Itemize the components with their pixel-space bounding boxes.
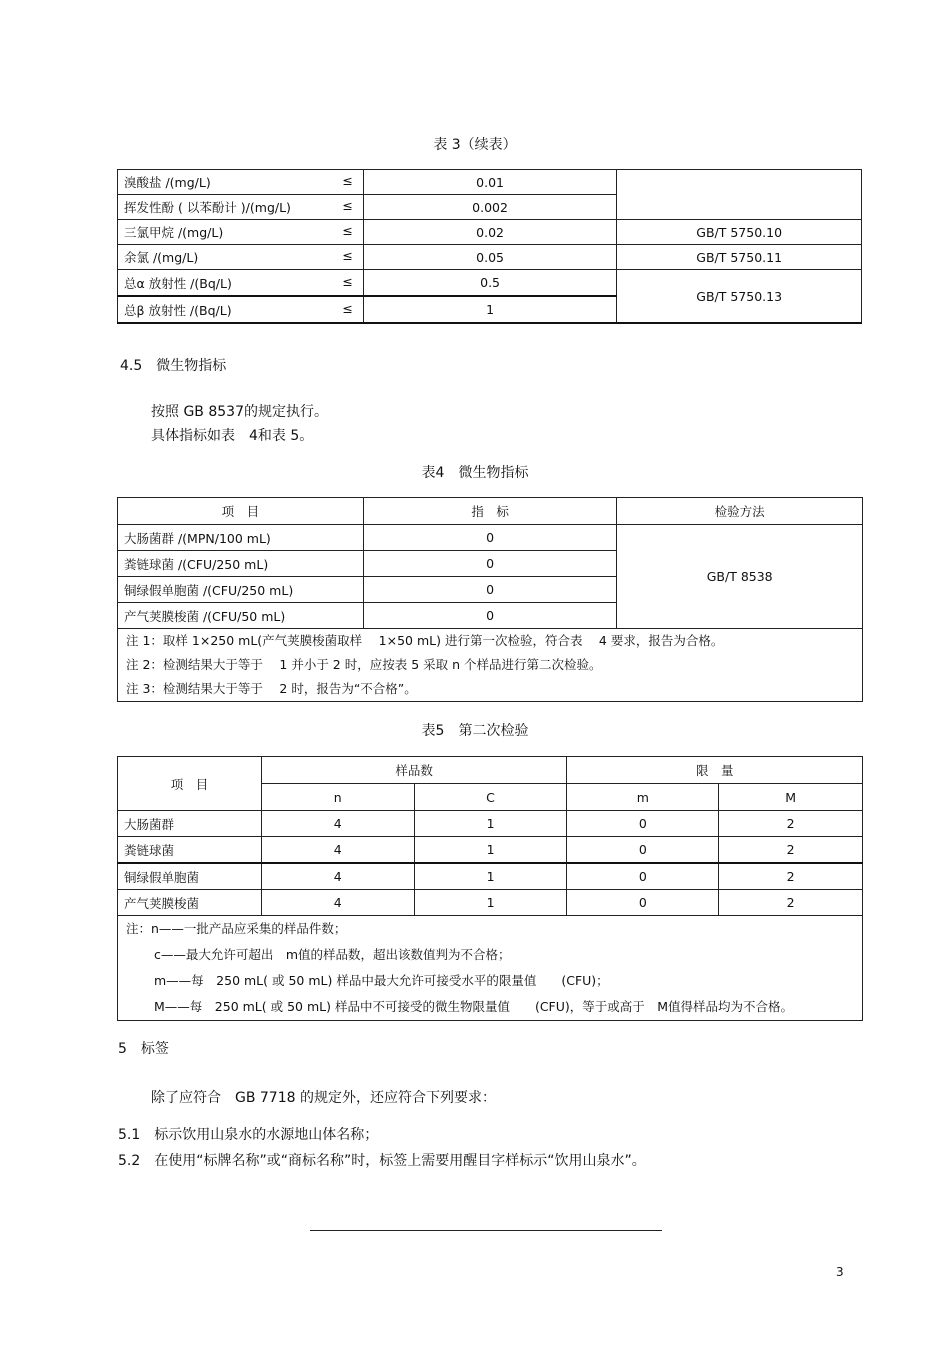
cell-item: 产气荚膜梭菌 /(CFU/50 mL): [118, 603, 364, 629]
cell-item: 挥发性酚 ( 以苯酚计 )/(mg/L): [124, 200, 291, 215]
header-value: 指 标: [363, 498, 617, 525]
table-note: M——每 250 mL( 或 50 mL) 样品中不可接受的微生物限量值 (CFU)，等于或高于 M值得样品均为不合格。: [154, 999, 794, 1014]
subheader-n: n: [261, 784, 414, 811]
cell-item: 铜绿假单胞菌 /(CFU/250 mL): [118, 577, 364, 603]
paragraph: 按照 GB 8537的规定执行。: [151, 404, 328, 420]
cell-M: 2: [719, 890, 863, 916]
header-item: 项 目: [118, 757, 262, 811]
cell-m: 0: [567, 811, 719, 837]
table-row: [118, 525, 863, 551]
cell-item: 粪链球菌: [118, 837, 262, 864]
table-note: c——最大允许可超出 m值的样品数，超出该数值判为不合格；: [154, 947, 511, 962]
header-item: 项 目: [118, 498, 364, 525]
cell-method: [617, 170, 862, 220]
table-row: 溴酸盐 /(mg/L) ≤ 0.01: [118, 170, 862, 195]
table5-caption: 表5 第二次检验: [421, 723, 529, 739]
cell-m: 0: [567, 890, 719, 916]
cell-value: 0.02: [363, 220, 617, 245]
table-note: 注 3：检测结果大于等于 2 时，报告为“不合格”。: [126, 681, 417, 696]
paragraph: 除了应符合 GB 7718 的规定外，还应符合下列要求：: [151, 1090, 496, 1106]
table5: [117, 756, 863, 1021]
table3: [117, 169, 862, 324]
table-row: [118, 811, 863, 837]
table-row: [118, 890, 863, 916]
table-note: 注 2：检测结果大于等于 1 并小于 2 时，应按表 5 采取 n 个样品进行第二次检验。: [126, 657, 602, 672]
cell-m: 0: [567, 863, 719, 890]
table-row: 余氯 /(mg/L) ≤ 0.05 GB/T 5750.11: [118, 245, 862, 270]
cell-method: GB/T 5750.11: [617, 245, 862, 270]
cell-M: 2: [719, 811, 863, 837]
table-header-row: [118, 757, 863, 784]
cell-method: GB/T 5750.13: [617, 270, 862, 324]
cell-item: 余氯 /(mg/L): [124, 250, 199, 265]
cell-c: 1: [414, 863, 567, 890]
cell-item: 产气荚膜梭菌: [118, 890, 262, 916]
cell-item: 总β 放射性 /(Bq/L): [124, 302, 232, 318]
cell-value: 0.01: [363, 170, 617, 195]
cell-item: 溴酸盐 /(mg/L): [124, 175, 211, 190]
cell-method: GB/T 5750.10: [617, 220, 862, 245]
table-row: 三氯甲烷 /(mg/L) ≤ 0.02 GB/T 5750.10: [118, 220, 862, 245]
table-row: [118, 863, 863, 890]
cell-n: 4: [261, 811, 414, 837]
cell-M: 2: [719, 863, 863, 890]
cell-value: 0.002: [363, 195, 617, 220]
cell-value: 0: [363, 577, 617, 603]
table4: [117, 497, 863, 702]
table-note: 注 1：取样 1×250 mL(产气荚膜梭菌取样 1×50 mL) 进行第一次检验，符合表 4 要求，报告为合格。: [126, 633, 724, 648]
subheader-M: M: [719, 784, 863, 811]
subheader-m: m: [567, 784, 719, 811]
table-notes-row: [118, 629, 863, 702]
table4-caption: 表4 微生物指标: [421, 465, 529, 481]
cell-c: 1: [414, 811, 567, 837]
section-heading-4-5: 4.5 微生物指标: [120, 358, 227, 374]
header-samples: 样品数: [261, 757, 567, 784]
table-notes-row: [118, 916, 863, 1021]
cell-M: 2: [719, 837, 863, 864]
paragraph: 具体指标如表 4和表 5。: [151, 428, 314, 444]
table-row: 挥发性酚 ( 以苯酚计 )/(mg/L) ≤ 0.002: [118, 195, 862, 220]
subheader-c: C: [414, 784, 567, 811]
cell-item: 三氯甲烷 /(mg/L): [124, 225, 224, 240]
cell-item: 粪链球菌 /(CFU/250 mL): [118, 551, 364, 577]
header-limit: 限 量: [567, 757, 863, 784]
cell-value: 0.05: [363, 245, 617, 270]
table-row: [118, 837, 863, 864]
cell-item: 总α 放射性 /(Bq/L): [124, 275, 232, 291]
cell-item: 大肠菌群 /(MPN/100 mL): [118, 525, 364, 551]
cell-method: GB/T 8538: [617, 525, 863, 629]
cell-n: 4: [261, 863, 414, 890]
table-row: 总β 放射性 /(Bq/L) ≤ 1: [118, 296, 862, 323]
cell-value: 0: [363, 551, 617, 577]
cell-value: 0: [363, 603, 617, 629]
cell-c: 1: [414, 837, 567, 864]
table-note: 注：n——一批产品应采集的样品件数；: [126, 921, 347, 936]
cell-item: 铜绿假单胞菌: [118, 863, 262, 890]
table-row: 总α 放射性 /(Bq/L) ≤ 0.5 GB/T 5750.13: [118, 270, 862, 297]
end-rule: [310, 1230, 662, 1231]
header-method: 检验方法: [617, 498, 863, 525]
table3-caption: 表 3（续表）: [433, 137, 517, 153]
list-item: 5.2 在使用“标牌名称”或“商标名称”时，标签上需要用醒目字样标示“饮用山泉水”。: [118, 1153, 646, 1169]
cell-value: 1: [363, 296, 617, 323]
section-heading-5: 5 标签: [118, 1041, 169, 1057]
cell-value: 0: [363, 525, 617, 551]
cell-n: 4: [261, 837, 414, 864]
cell-n: 4: [261, 890, 414, 916]
list-item: 5.1 标示饮用山泉水的水源地山体名称；: [118, 1127, 379, 1143]
cell-c: 1: [414, 890, 567, 916]
cell-value: 0.5: [363, 270, 617, 297]
cell-m: 0: [567, 837, 719, 864]
cell-item: 大肠菌群: [118, 811, 262, 837]
page-number: 3: [836, 1265, 844, 1279]
table-note: m——每 250 mL( 或 50 mL) 样品中最大允许可接受水平的限量值 (CFU)；: [154, 973, 609, 988]
table-header-row: [118, 498, 863, 525]
